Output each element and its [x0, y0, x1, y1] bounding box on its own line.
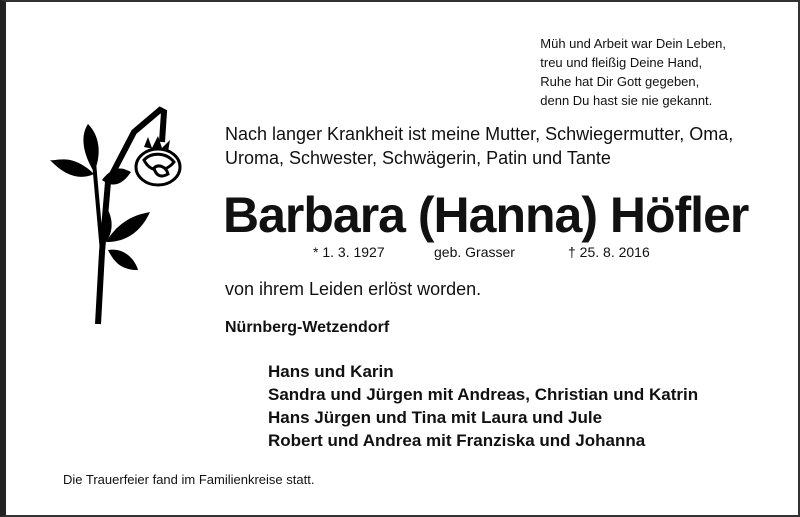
poem-line: treu und fleißig Deine Hand,	[540, 55, 703, 70]
poem	[540, 34, 726, 110]
mourner-line: Hans und Karin	[268, 362, 394, 381]
rose-icon	[46, 102, 196, 332]
mourner-line: Robert und Andrea mit Franziska und Johanna	[268, 431, 646, 450]
place: Nürnberg-Wetzendorf	[225, 319, 390, 336]
poem-line: denn Du hast sie nie gekannt.	[540, 93, 713, 108]
mourner-line: Sandra und Jürgen mit Andreas, Christian und Katrin	[268, 385, 699, 404]
birth-date: * 1. 3. 1927	[313, 244, 385, 260]
poem-line: Ruhe hat Dir Gott gegeben,	[540, 74, 700, 89]
intro-text	[225, 122, 733, 170]
released-text: von ihrem Leiden erlöst worden.	[225, 279, 482, 299]
intro-line: Uroma, Schwester, Schwägerin, Patin und Tante	[225, 148, 611, 168]
intro-line: Nach langer Krankheit ist meine Mutter, Schwiegermutter, Oma,	[225, 124, 734, 144]
poem-line: Müh und Arbeit war Dein Leben,	[540, 36, 726, 51]
deceased-name: Barbara (Hanna) Höfler	[223, 187, 749, 243]
maiden-name: geb. Grasser	[434, 244, 515, 260]
mourners-list	[268, 360, 698, 452]
mourner-line: Hans Jürgen und Tina mit Laura und Jule	[268, 408, 603, 427]
death-date: † 25. 8. 2016	[568, 244, 650, 260]
footer-note: Die Trauerfeier fand im Familienkreise statt.	[63, 472, 315, 487]
